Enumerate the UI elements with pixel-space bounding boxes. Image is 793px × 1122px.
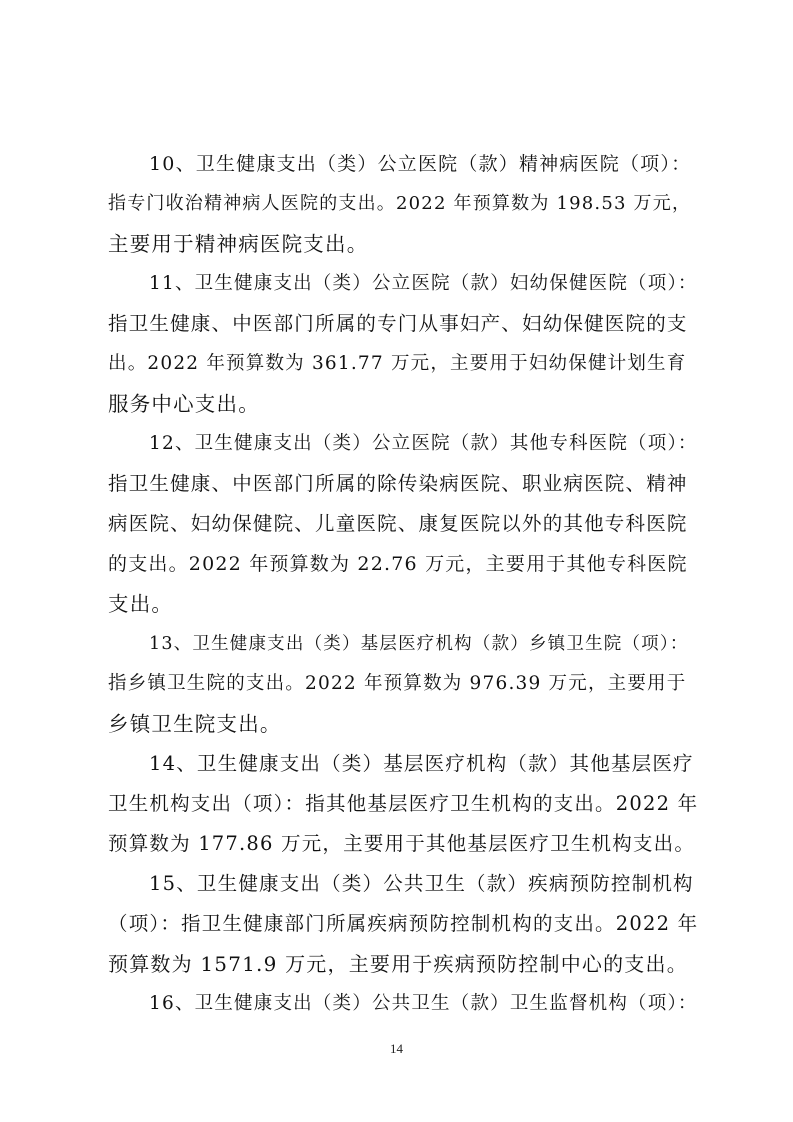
- text-line: 预算数为 177.86 万元，主要用于其他基层医疗卫生机构支出。: [108, 832, 696, 855]
- text-line: 出。2022 年预算数为 361.77 万元，主要用于妇幼保健计划生育: [108, 353, 687, 374]
- text-line: 10、卫生健康支出（类）公立医院（款）精神病医院（项）：: [149, 153, 692, 175]
- text-line: 的支出。2022 年预算数为 22.76 万元，主要用于其他专科医院: [108, 553, 688, 575]
- text-line: 支出。: [108, 592, 174, 616]
- text-line: 指专门收治精神病人医院的支出。2022 年预算数为 198.53 万元，: [108, 193, 692, 214]
- text-line: 预算数为 1571.9 万元，主要用于疾病预防控制中心的支出。: [108, 952, 688, 976]
- text-line: 16、卫生健康支出（类）公共卫生（款）卫生监督机构（项）：: [149, 993, 698, 1014]
- text-line: 指卫生健康、中医部门所属的除传染病医院、职业病医院、精神: [108, 472, 688, 495]
- text-line: 服务中心支出。: [108, 392, 260, 416]
- text-line: 12、卫生健康支出（类）公立医院（款）其他专科医院（项）：: [149, 433, 698, 454]
- text-line: 指乡镇卫生院的支出。2022 年预算数为 976.39 万元，主要用于: [108, 673, 687, 694]
- text-line: 乡镇卫生院支出。: [108, 712, 282, 736]
- text-line: 13、卫生健康支出（类）基层医疗机构（款）乡镇卫生院（项）：: [149, 634, 689, 654]
- text-line: 病医院、妇幼保健院、儿童医院、康复医院以外的其他专科医院: [108, 512, 688, 535]
- page-number: 14: [390, 1041, 403, 1056]
- text-line: 卫生机构支出（项）：指其他基层医疗卫生机构的支出。2022 年: [108, 792, 699, 815]
- text-line: 主要用于精神病医院支出。: [108, 232, 369, 256]
- text-line: 指卫生健康、中医部门所属的专门从事妇产、妇幼保健医院的支: [108, 312, 688, 335]
- text-line: 15、卫生健康支出（类）公共卫生（款）疾病预防控制机构: [149, 872, 694, 895]
- text-line: （项）：指卫生健康部门所属疾病预防控制机构的支出。2022 年: [108, 912, 699, 935]
- text-line: 14、卫生健康支出（类）基层医疗机构（款）其他基层医疗: [149, 752, 694, 775]
- text-line: 11、卫生健康支出（类）公立医院（款）妇幼保健医院（项）：: [149, 273, 698, 294]
